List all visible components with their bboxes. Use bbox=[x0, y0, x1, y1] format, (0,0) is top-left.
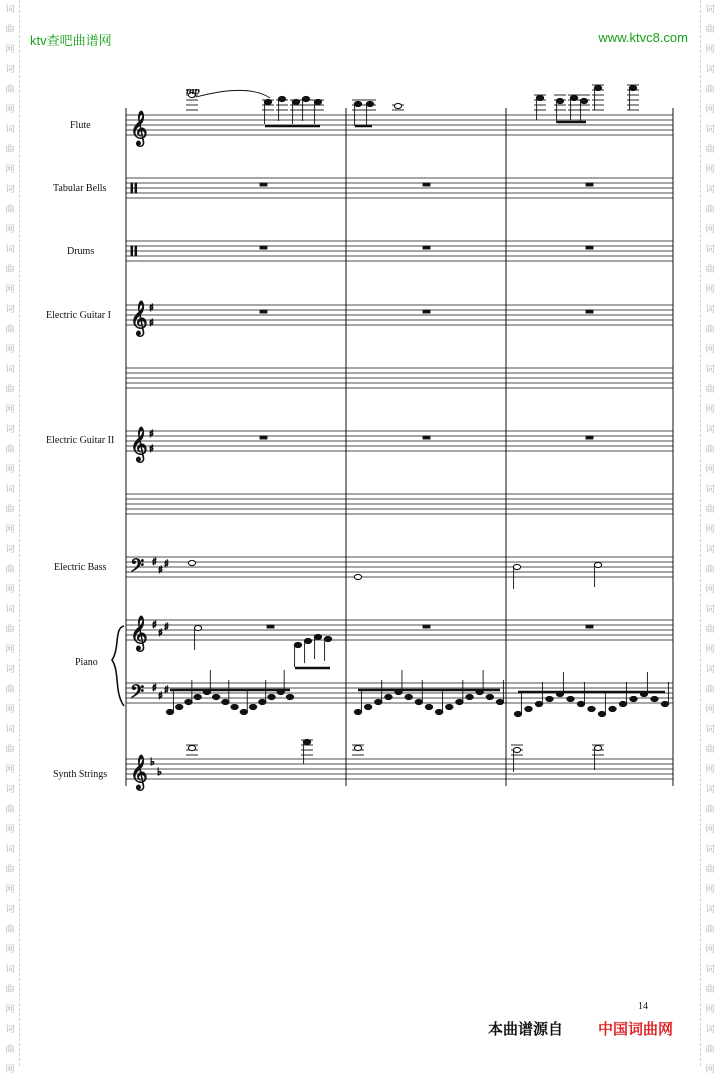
watermark-char: 网 bbox=[5, 645, 15, 655]
sharp-sign: ♯ bbox=[164, 685, 169, 696]
piano-note bbox=[496, 699, 503, 704]
instrument-label-flute: Flute bbox=[70, 120, 91, 131]
watermark-char: 网 bbox=[5, 45, 15, 55]
watermark-char: 网 bbox=[5, 225, 15, 235]
watermark-char: 词 bbox=[705, 65, 715, 75]
treble-clef: 𝄞 bbox=[130, 427, 148, 462]
watermark-char: 曲 bbox=[705, 265, 715, 275]
watermark-char: 词 bbox=[5, 1025, 15, 1035]
watermark-char: 词 bbox=[5, 845, 15, 855]
sharp-sign: ♯ bbox=[158, 691, 163, 702]
watermark-char: 网 bbox=[705, 1005, 715, 1015]
watermark-char: 词 bbox=[5, 185, 15, 195]
flute-note bbox=[629, 85, 636, 90]
flute-note bbox=[302, 96, 309, 101]
watermark-char: 词 bbox=[5, 965, 15, 975]
watermark-char: 曲 bbox=[5, 145, 15, 155]
flute-note bbox=[594, 85, 601, 90]
watermark-char: 词 bbox=[5, 665, 15, 675]
watermark-char: 网 bbox=[5, 525, 15, 535]
sharp-sign: ♯ bbox=[158, 565, 163, 576]
watermark-char: 曲 bbox=[5, 325, 15, 335]
watermark-char: 曲 bbox=[5, 925, 15, 935]
sharp-sign: ♯ bbox=[164, 559, 169, 570]
instrument-label-synth-strings: Synth Strings bbox=[53, 769, 108, 780]
watermark-char: 曲 bbox=[5, 205, 15, 215]
watermark-char: 曲 bbox=[705, 625, 715, 635]
piano-note bbox=[185, 699, 192, 704]
watermark-char: 曲 bbox=[5, 625, 15, 635]
watermark-char: 曲 bbox=[5, 85, 15, 95]
watermark-char: 网 bbox=[5, 1005, 15, 1015]
watermark-char: 词 bbox=[5, 485, 15, 495]
sharp-sign: ♯ bbox=[152, 683, 157, 694]
piano-note bbox=[194, 694, 201, 699]
piano-note bbox=[466, 694, 473, 699]
watermark-char: 曲 bbox=[5, 265, 15, 275]
watermark-char: 词 bbox=[5, 425, 15, 435]
piano-note bbox=[535, 701, 542, 706]
flute-note bbox=[264, 99, 271, 104]
strings-note bbox=[354, 745, 361, 750]
watermark-char: 网 bbox=[705, 585, 715, 595]
watermark-char: 曲 bbox=[705, 1045, 715, 1055]
piano-note bbox=[436, 709, 443, 714]
whole-rest bbox=[423, 183, 430, 186]
bass-clef: 𝄢 bbox=[130, 682, 145, 707]
sharp-sign: ♯ bbox=[149, 303, 154, 314]
watermark-char: 网 bbox=[705, 645, 715, 655]
whole-rest bbox=[586, 183, 593, 186]
watermark-char: 网 bbox=[705, 705, 715, 715]
piano-note bbox=[651, 696, 658, 701]
watermark-char: 网 bbox=[705, 165, 715, 175]
bass-note bbox=[594, 562, 601, 567]
piano-note bbox=[577, 701, 584, 706]
watermark-char: 词 bbox=[705, 5, 715, 15]
flute-note bbox=[292, 99, 299, 104]
watermark-char: 网 bbox=[5, 345, 15, 355]
slur bbox=[196, 90, 270, 98]
bass-note bbox=[354, 574, 361, 579]
watermark-char: 曲 bbox=[705, 685, 715, 695]
bass-clef: 𝄢 bbox=[130, 556, 145, 581]
treble-clef: 𝄞 bbox=[130, 301, 148, 336]
watermark-char: 曲 bbox=[705, 145, 715, 155]
watermark-char: 词 bbox=[5, 545, 15, 555]
watermark-char: 网 bbox=[705, 405, 715, 415]
piano-note bbox=[294, 642, 301, 647]
whole-rest bbox=[586, 310, 593, 313]
watermark-char: 网 bbox=[5, 165, 15, 175]
watermark-char: 网 bbox=[5, 765, 15, 775]
whole-rest bbox=[260, 246, 267, 249]
watermark-char: 词 bbox=[705, 665, 715, 675]
treble-clef: 𝄞 bbox=[130, 616, 148, 651]
piano-note bbox=[385, 694, 392, 699]
watermark-char: 曲 bbox=[5, 25, 15, 35]
watermark-char: 曲 bbox=[705, 385, 715, 395]
watermark-char: 词 bbox=[705, 185, 715, 195]
watermark-char: 网 bbox=[5, 885, 15, 895]
percussion-clef bbox=[131, 246, 133, 256]
watermark-char: 曲 bbox=[705, 85, 715, 95]
watermark-char: 网 bbox=[705, 885, 715, 895]
instrument-label-tabular-bells: Tabular Bells bbox=[53, 183, 107, 194]
whole-rest bbox=[586, 625, 593, 628]
watermark-char: 词 bbox=[5, 785, 15, 795]
piano-note bbox=[259, 699, 266, 704]
watermark-char: 网 bbox=[705, 825, 715, 835]
watermark-char: 词 bbox=[5, 725, 15, 735]
watermark-char: 曲 bbox=[705, 865, 715, 875]
whole-rest bbox=[423, 436, 430, 439]
sharp-sign: ♯ bbox=[149, 318, 154, 329]
whole-rest bbox=[423, 246, 430, 249]
flute-note bbox=[570, 95, 577, 100]
instrument-label-electric-guitar-2: Electric Guitar II bbox=[46, 435, 115, 446]
whole-rest bbox=[260, 310, 267, 313]
watermark-char: 曲 bbox=[705, 505, 715, 515]
watermark-char: 网 bbox=[705, 45, 715, 55]
flat-sign: ♭ bbox=[150, 757, 155, 768]
sharp-sign: ♯ bbox=[164, 622, 169, 633]
watermark-char: 词 bbox=[5, 65, 15, 75]
site-header-left: ktv查吧曲谱网 bbox=[30, 33, 112, 48]
watermark-char: 曲 bbox=[705, 325, 715, 335]
watermark-char: 词 bbox=[705, 305, 715, 315]
watermark-char: 词 bbox=[705, 845, 715, 855]
watermark-char: 曲 bbox=[5, 385, 15, 395]
piano-note bbox=[514, 711, 521, 716]
site-header-right: www.ktvc8.com bbox=[598, 30, 688, 45]
instrument-label-electric-bass: Electric Bass bbox=[54, 562, 107, 573]
watermark-char: 词 bbox=[705, 905, 715, 915]
watermark-char: 词 bbox=[705, 965, 715, 975]
piano-note bbox=[240, 709, 247, 714]
piano-note bbox=[249, 704, 256, 709]
flute-note bbox=[314, 99, 321, 104]
watermark-char: 词 bbox=[705, 785, 715, 795]
piano-note bbox=[286, 694, 293, 699]
instrument-label-electric-guitar-1: Electric Guitar I bbox=[46, 310, 111, 321]
piano-note bbox=[446, 704, 453, 709]
watermark-char: 曲 bbox=[705, 805, 715, 815]
whole-rest bbox=[260, 183, 267, 186]
whole-rest bbox=[586, 436, 593, 439]
watermark-char: 词 bbox=[5, 5, 15, 15]
watermark-char: 词 bbox=[5, 305, 15, 315]
piano-note bbox=[609, 706, 616, 711]
watermark-char: 曲 bbox=[5, 805, 15, 815]
piano-note bbox=[415, 699, 422, 704]
watermark-char: 曲 bbox=[5, 865, 15, 875]
piano-note bbox=[176, 704, 183, 709]
watermark-char: 词 bbox=[5, 905, 15, 915]
piano-note bbox=[630, 696, 637, 701]
treble-clef: 𝄞 bbox=[130, 111, 148, 146]
watermark-char: 曲 bbox=[5, 1045, 15, 1055]
watermark-char: 曲 bbox=[5, 505, 15, 515]
watermark-char: 曲 bbox=[5, 685, 15, 695]
watermark-char: 网 bbox=[705, 1065, 715, 1075]
watermark-char: 网 bbox=[705, 285, 715, 295]
page-number: 14 bbox=[638, 1001, 648, 1012]
instrument-label-piano: Piano bbox=[75, 657, 98, 668]
watermark-char: 词 bbox=[5, 605, 15, 615]
strings-note bbox=[513, 747, 520, 752]
watermark-char: 曲 bbox=[705, 445, 715, 455]
bass-note bbox=[188, 560, 195, 565]
flute-note bbox=[354, 101, 361, 106]
watermark-char: 网 bbox=[5, 705, 15, 715]
watermark-char: 词 bbox=[705, 605, 715, 615]
strings-note bbox=[303, 739, 310, 744]
percussion-clef bbox=[131, 183, 133, 193]
sharp-sign: ♯ bbox=[152, 557, 157, 568]
percussion-clef bbox=[135, 246, 137, 256]
piano-note bbox=[486, 694, 493, 699]
watermark-char: 曲 bbox=[705, 205, 715, 215]
watermark-char: 曲 bbox=[5, 565, 15, 575]
watermark-char: 网 bbox=[705, 945, 715, 955]
whole-rest bbox=[260, 436, 267, 439]
watermark-char: 曲 bbox=[5, 445, 15, 455]
piano-note bbox=[405, 694, 412, 699]
flute-note bbox=[278, 96, 285, 101]
piano-note bbox=[661, 701, 668, 706]
watermark-char: 网 bbox=[5, 585, 15, 595]
watermark-char: 词 bbox=[705, 125, 715, 135]
piano-note bbox=[304, 638, 311, 643]
piano-note bbox=[324, 636, 331, 641]
whole-rest bbox=[423, 625, 430, 628]
treble-clef: 𝄞 bbox=[130, 755, 148, 790]
piano-note bbox=[619, 701, 626, 706]
watermark-char: 词 bbox=[705, 365, 715, 375]
piano-note bbox=[588, 706, 595, 711]
piano-note bbox=[166, 709, 173, 714]
watermark-char: 词 bbox=[5, 365, 15, 375]
watermark-char: 网 bbox=[5, 405, 15, 415]
watermark-char: 词 bbox=[705, 425, 715, 435]
sharp-sign: ♯ bbox=[149, 429, 154, 440]
piano-note bbox=[314, 634, 321, 639]
footer-site-name: 中国词曲网 bbox=[598, 1020, 674, 1038]
whole-rest bbox=[423, 310, 430, 313]
watermark-char: 网 bbox=[705, 465, 715, 475]
instrument-label-drums: Drums bbox=[67, 246, 95, 257]
watermark-char: 网 bbox=[5, 285, 15, 295]
watermark-char: 曲 bbox=[705, 925, 715, 935]
piano-note bbox=[375, 699, 382, 704]
piano-note bbox=[354, 709, 361, 714]
watermark-char: 网 bbox=[5, 1065, 15, 1075]
watermark-char: 词 bbox=[705, 245, 715, 255]
watermark-char: 网 bbox=[5, 825, 15, 835]
watermark-char: 词 bbox=[705, 485, 715, 495]
piano-note bbox=[194, 625, 201, 630]
piano-note bbox=[456, 699, 463, 704]
piano-note bbox=[546, 696, 553, 701]
watermark-char: 词 bbox=[705, 1025, 715, 1035]
flat-sign: ♭ bbox=[157, 767, 162, 778]
watermark-char: 曲 bbox=[705, 985, 715, 995]
sharp-sign: ♯ bbox=[149, 444, 154, 455]
watermark-char: 曲 bbox=[5, 985, 15, 995]
flute-note bbox=[580, 98, 587, 103]
sharp-sign: ♯ bbox=[158, 628, 163, 639]
watermark-char: 词 bbox=[705, 725, 715, 735]
watermark-char: 曲 bbox=[5, 745, 15, 755]
watermark-char: 网 bbox=[705, 525, 715, 535]
watermark-char: 网 bbox=[705, 765, 715, 775]
piano-note bbox=[365, 704, 372, 709]
flute-note bbox=[394, 103, 401, 108]
watermark-char: 网 bbox=[705, 105, 715, 115]
percussion-clef bbox=[135, 183, 137, 193]
whole-rest bbox=[586, 246, 593, 249]
sharp-sign: ♯ bbox=[152, 620, 157, 631]
piano-note bbox=[425, 704, 432, 709]
footer-source-text: 本曲谱源自 bbox=[488, 1020, 564, 1038]
piano-note bbox=[268, 694, 275, 699]
piano-note bbox=[213, 694, 220, 699]
whole-rest bbox=[267, 625, 274, 628]
watermark-char: 曲 bbox=[705, 25, 715, 35]
watermark-char: 网 bbox=[5, 465, 15, 475]
dynamic-mark-mp: mp bbox=[186, 85, 201, 97]
watermark-char: 网 bbox=[705, 225, 715, 235]
flute-note bbox=[366, 101, 373, 106]
piano-note bbox=[567, 696, 574, 701]
watermark-char: 网 bbox=[5, 105, 15, 115]
piano-note bbox=[598, 711, 605, 716]
strings-note bbox=[594, 745, 601, 750]
watermark-char: 曲 bbox=[705, 565, 715, 575]
flute-note bbox=[556, 98, 563, 103]
bass-note bbox=[513, 564, 520, 569]
watermark-char: 词 bbox=[5, 125, 15, 135]
watermark-char: 词 bbox=[5, 245, 15, 255]
piano-note bbox=[231, 704, 238, 709]
flute-note bbox=[536, 95, 543, 100]
strings-note bbox=[188, 745, 195, 750]
piano-note bbox=[222, 699, 229, 704]
piano-note bbox=[525, 706, 532, 711]
watermark-char: 曲 bbox=[705, 745, 715, 755]
watermark-char: 词 bbox=[705, 545, 715, 555]
watermark-char: 网 bbox=[705, 345, 715, 355]
watermark-char: 网 bbox=[5, 945, 15, 955]
